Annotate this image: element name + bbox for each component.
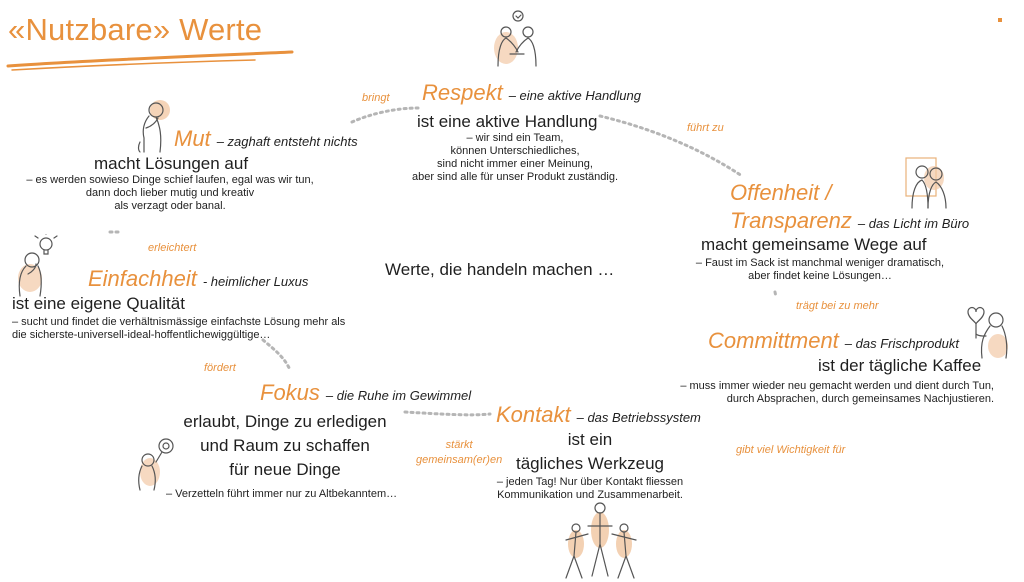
mut-block xyxy=(174,126,358,152)
fokus-line1: erlaubt, Dinge zu erledigen und Raum zu schaffen für neue Dinge xyxy=(183,412,387,479)
connector-traegt-bei: trägt bei zu mehr xyxy=(796,300,879,312)
kontakt-line1: ist ein tägliches Werkzeug xyxy=(515,430,665,473)
connector-erleichtert: erleichtert xyxy=(148,242,197,254)
respekt-desc: – wir sind ein Team, können Unterschiedliches, sind nicht immer einer Meinung, aber sind alle für unser Produkt zuständig. xyxy=(411,132,619,183)
kontakt-tag: – das Betriebssystem xyxy=(576,410,701,425)
kontakt-block xyxy=(496,402,701,428)
committment-block xyxy=(708,328,959,354)
committment-name: Committment xyxy=(708,328,839,353)
connector-bringt: bringt xyxy=(362,92,390,104)
mut-desc: – es werden sowieso Dinge schief laufen, egal was wir tun, dann doch lieber mutig und kreativ als verzagt oder banal. xyxy=(26,174,314,212)
mut-name: Mut xyxy=(174,126,211,151)
committment-desc: – muss immer wieder neu gemacht werden und dient durch Tun, durch Absprachen, durch gemeinsames Nachjustieren. xyxy=(680,380,994,405)
center-text: Werte, die handeln machen … xyxy=(385,260,615,279)
einfachheit-tag: - heimlicher Luxus xyxy=(202,274,309,289)
two-people-heart-icon xyxy=(488,8,546,68)
person-pair-icon xyxy=(904,156,952,210)
offenheit-desc: – Faust im Sack ist manchmal weniger dramatisch, aber findet keine Lösungen… xyxy=(695,257,945,282)
einfachheit-block xyxy=(88,266,308,292)
page-title: «Nutzbare» Werte xyxy=(8,12,263,47)
kontakt-desc: – jeden Tag! Nur über Kontakt fliessen Kommunikation und Zusammenarbeit. xyxy=(496,476,684,501)
fokus-desc: – Verzetteln führt immer nur zu Altbekanntem… xyxy=(166,488,398,500)
mut-tag: – zaghaft entsteht nichts xyxy=(216,134,358,149)
thinking-person-icon xyxy=(132,96,178,154)
focus-person-icon xyxy=(130,436,178,492)
kontakt-name: Kontakt xyxy=(496,402,571,427)
respekt-name: Respekt xyxy=(422,80,503,105)
heart-person-icon xyxy=(962,302,1012,360)
connector-staerkt: stärkt gemeinsam(er)en xyxy=(416,439,503,466)
fokus-name: Fokus xyxy=(260,380,320,405)
respekt-tag: – eine aktive Handlung xyxy=(508,88,641,103)
committment-line1: ist der tägliche Kaffee xyxy=(818,356,982,375)
respekt-line1: ist eine aktive Handlung xyxy=(417,112,598,131)
einfachheit-name: Einfachheit xyxy=(88,266,197,291)
connector-gibt: gibt viel Wichtigkeit für xyxy=(736,444,846,456)
offenheit-name-line2: Transparenz xyxy=(730,208,852,233)
fokus-tag: – die Ruhe im Gewimmel xyxy=(325,388,472,403)
einfachheit-desc: – sucht und findet die verhältnismässige einfachste Lösung mehr als die sicherste-universell-ideal-hoffentlichewiggültige… xyxy=(12,316,346,341)
offenheit-block xyxy=(730,208,969,234)
offenheit-name-line1: Offenheit / xyxy=(730,180,832,205)
respekt-block xyxy=(422,80,641,106)
einfachheit-line1: ist eine eigene Qualität xyxy=(12,294,185,313)
offenheit-line1: macht gemeinsame Wege auf xyxy=(701,235,927,254)
fokus-block xyxy=(260,380,471,406)
group-dance-icon xyxy=(560,500,642,580)
mut-line1: macht Lösungen auf xyxy=(94,154,249,173)
connector-fuehrt-zu: führt zu xyxy=(687,122,724,134)
connector-foerdert: fördert xyxy=(204,362,236,374)
offenheit-tag: – das Licht im Büro xyxy=(857,216,970,231)
committment-tag: – das Frischprodukt xyxy=(844,336,959,351)
lightbulb-person-icon xyxy=(8,234,58,298)
